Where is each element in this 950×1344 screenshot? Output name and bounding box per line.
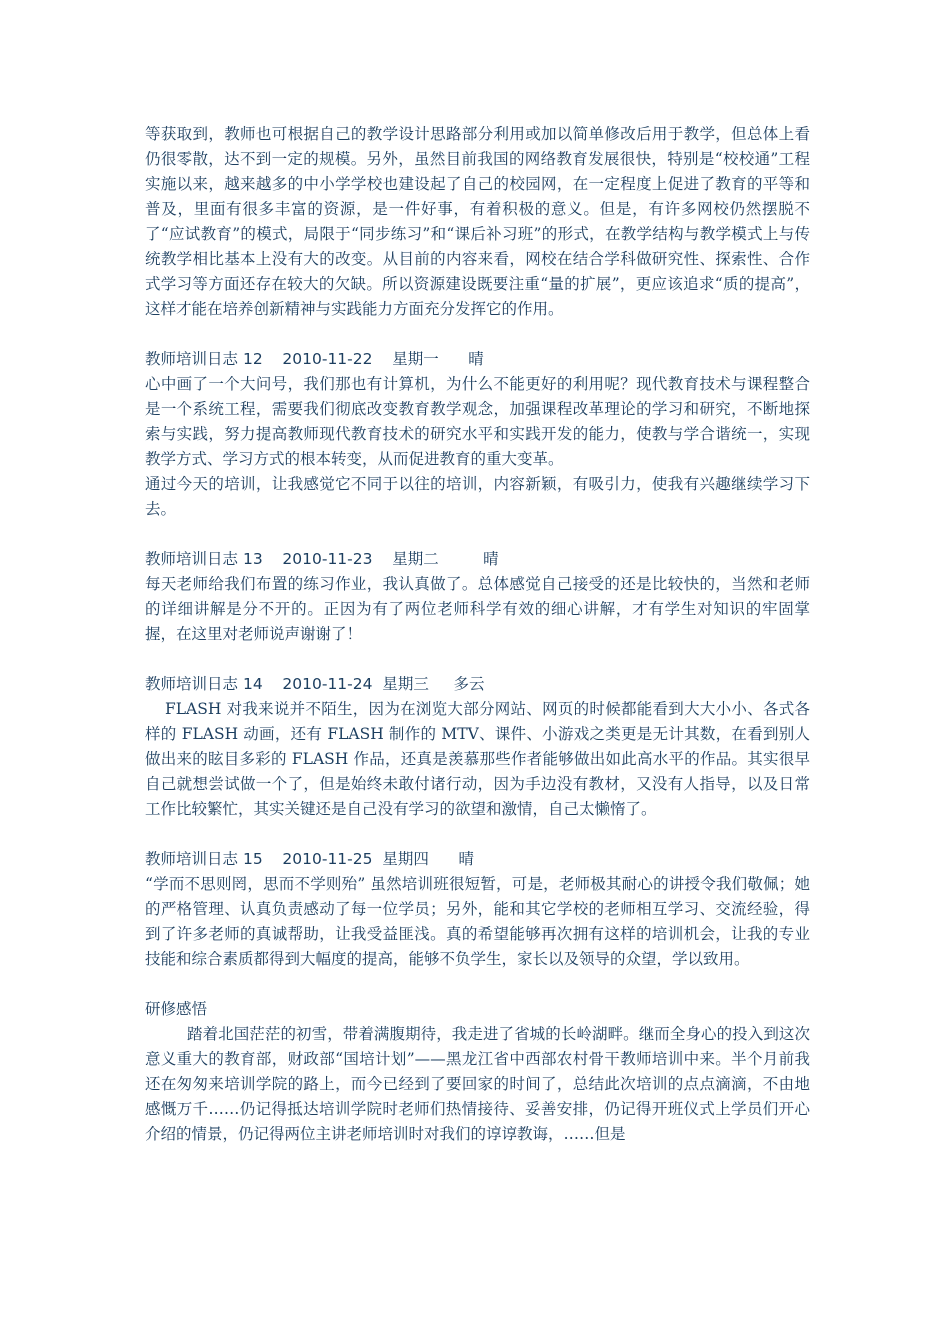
reflection-heading: 研修感悟 xyxy=(145,1000,208,1018)
spacer xyxy=(145,822,810,847)
entry-date: 2010-11-23 xyxy=(282,550,373,568)
reflection-paragraph: 踏着北国茫茫的初雪，带着满腹期待，我走进了省城的长岭湖畔。继而全身心的投入到这次意义重大的教育部，财政部“国培计划”——黑龙江省中西部农村骨干教师培训中来。半个月前我还在匆匆来培训学院的路上，而今已经到了要回家的时间了，总结此次培训的点点滴滴，不由地感慨万千……仍记得抵达培训学院时老师们热情接待、妥善安排，仍记得开班仪式上学员们开心介绍的情景，仍记得两位主讲老师培训时对我们的谆谆教诲，……但是 xyxy=(145,1025,810,1143)
entry-title: 教师培训日志 xyxy=(145,550,239,568)
entry-weekday: 星期四 xyxy=(382,850,429,868)
entry-number: 13 xyxy=(242,550,263,568)
entry-heading xyxy=(145,547,810,572)
entry-paragraph: FLASH 对我来说并不陌生，因为在浏览大部分网站、网页的时候都能看到大大小小、各式各样的 FLASH 动画，还有 FLASH 制作的 MTV、课件、小游戏之类更是无计其数，在看到别人做出来的眩目多彩的 FLASH 作品，还真是羡慕那些作者能够做出如此高水平的作品。其实很早自己就想尝试做一个了，但是始终未敢付诸行动，因为手边没有教材，又没有人指导，以及日常工作比较繁忙，其实关键还是自己没有学习的欲望和激情，自己太懒惰了。 xyxy=(145,700,810,818)
document-page xyxy=(145,122,810,1147)
entry-weekday: 星期三 xyxy=(382,675,429,693)
entry-paragraph: 通过今天的培训，让我感觉它不同于以往的培训，内容新颖，有吸引力，使我有兴趣继续学习下去。 xyxy=(145,475,810,518)
log-entry-12 xyxy=(145,347,810,522)
entry-weather: 晴 xyxy=(483,550,499,568)
entry-date: 2010-11-25 xyxy=(282,850,373,868)
spacer xyxy=(145,647,810,672)
entry-date: 2010-11-24 xyxy=(282,675,373,693)
entry-number: 15 xyxy=(242,850,263,868)
spacer xyxy=(145,522,810,547)
log-entry-15 xyxy=(145,847,810,972)
entry-heading xyxy=(145,347,810,372)
entry-number: 14 xyxy=(242,675,263,693)
spacer xyxy=(145,972,810,997)
entry-heading xyxy=(145,672,810,697)
entry-title: 教师培训日志 xyxy=(145,350,239,368)
entry-paragraph: “学而不思则罔，思而不学则殆” 虽然培训班很短暂，可是，老师极其耐心的讲授令我们敬佩；她的严格管理、认真负责感动了每一位学员；另外，能和其它学校的老师相互学习、交流经验，得到了许多老师的真诚帮助，让我受益匪浅。真的希望能够再次拥有这样的培训机会，让我的专业技能和综合素质都得到大幅度的提高，能够不负学生，家长以及领导的众望，学以致用。 xyxy=(145,875,810,968)
entry-title: 教师培训日志 xyxy=(145,850,239,868)
entry-weather: 晴 xyxy=(458,850,474,868)
entry-weather: 晴 xyxy=(468,350,484,368)
entry-paragraph: 每天老师给我们布置的练习作业，我认真做了。总体感觉自己接受的还是比较快的，当然和老师的详细讲解是分不开的。正因为有了两位老师科学有效的细心讲解，才有学生对知识的牢固掌握，在这里对老师说声谢谢了！ xyxy=(145,575,810,643)
intro-paragraph: 等获取到，教师也可根据自己的教学设计思路部分利用或加以简单修改后用于教学，但总体上看仍很零散，达不到一定的规模。另外，虽然目前我国的网络教育发展很快，特别是“校校通”工程实施以来，越来越多的中小学学校也建设起了自己的校园网，在一定程度上促进了教育的平等和普及，里面有很多丰富的资源，是一件好事，有着积极的意义。但是，有许多网校仍然摆脱不了“应试教育”的模式，局限于“同步练习”和“课后补习班”的形式，在教学结构与教学模式上与传统教学相比基本上没有大的改变。从目前的内容来看，网校在结合学科做研究性、探索性、合作式学习等方面还存在较大的欠缺。所以资源建设既要注重“量的扩展”，更应该追求“质的提高”，这样才能在培养创新精神与实践能力方面充分发挥它的作用。 xyxy=(145,125,810,318)
entry-title: 教师培训日志 xyxy=(145,675,239,693)
log-entry-14 xyxy=(145,672,810,822)
entry-number: 12 xyxy=(242,350,263,368)
entry-weekday: 星期二 xyxy=(392,550,439,568)
entry-heading xyxy=(145,847,810,872)
entry-weather: 多云 xyxy=(453,675,485,693)
reflection-section xyxy=(145,997,810,1147)
entry-date: 2010-11-22 xyxy=(282,350,373,368)
entry-weekday: 星期一 xyxy=(392,350,439,368)
log-entry-13 xyxy=(145,547,810,647)
spacer xyxy=(145,322,810,347)
entry-paragraph: 心中画了一个大问号，我们那也有计算机，为什么不能更好的利用呢？现代教育技术与课程整合是一个系统工程，需要我们彻底改变教育教学观念，加强课程改革理论的学习和研究，不断地探索与实践，努力提高教师现代教育技术的研究水平和实践开发的能力，使教与学合谐统一，实现教学方式、学习方式的根本转变，从而促进教育的重大变革。 xyxy=(145,375,810,468)
